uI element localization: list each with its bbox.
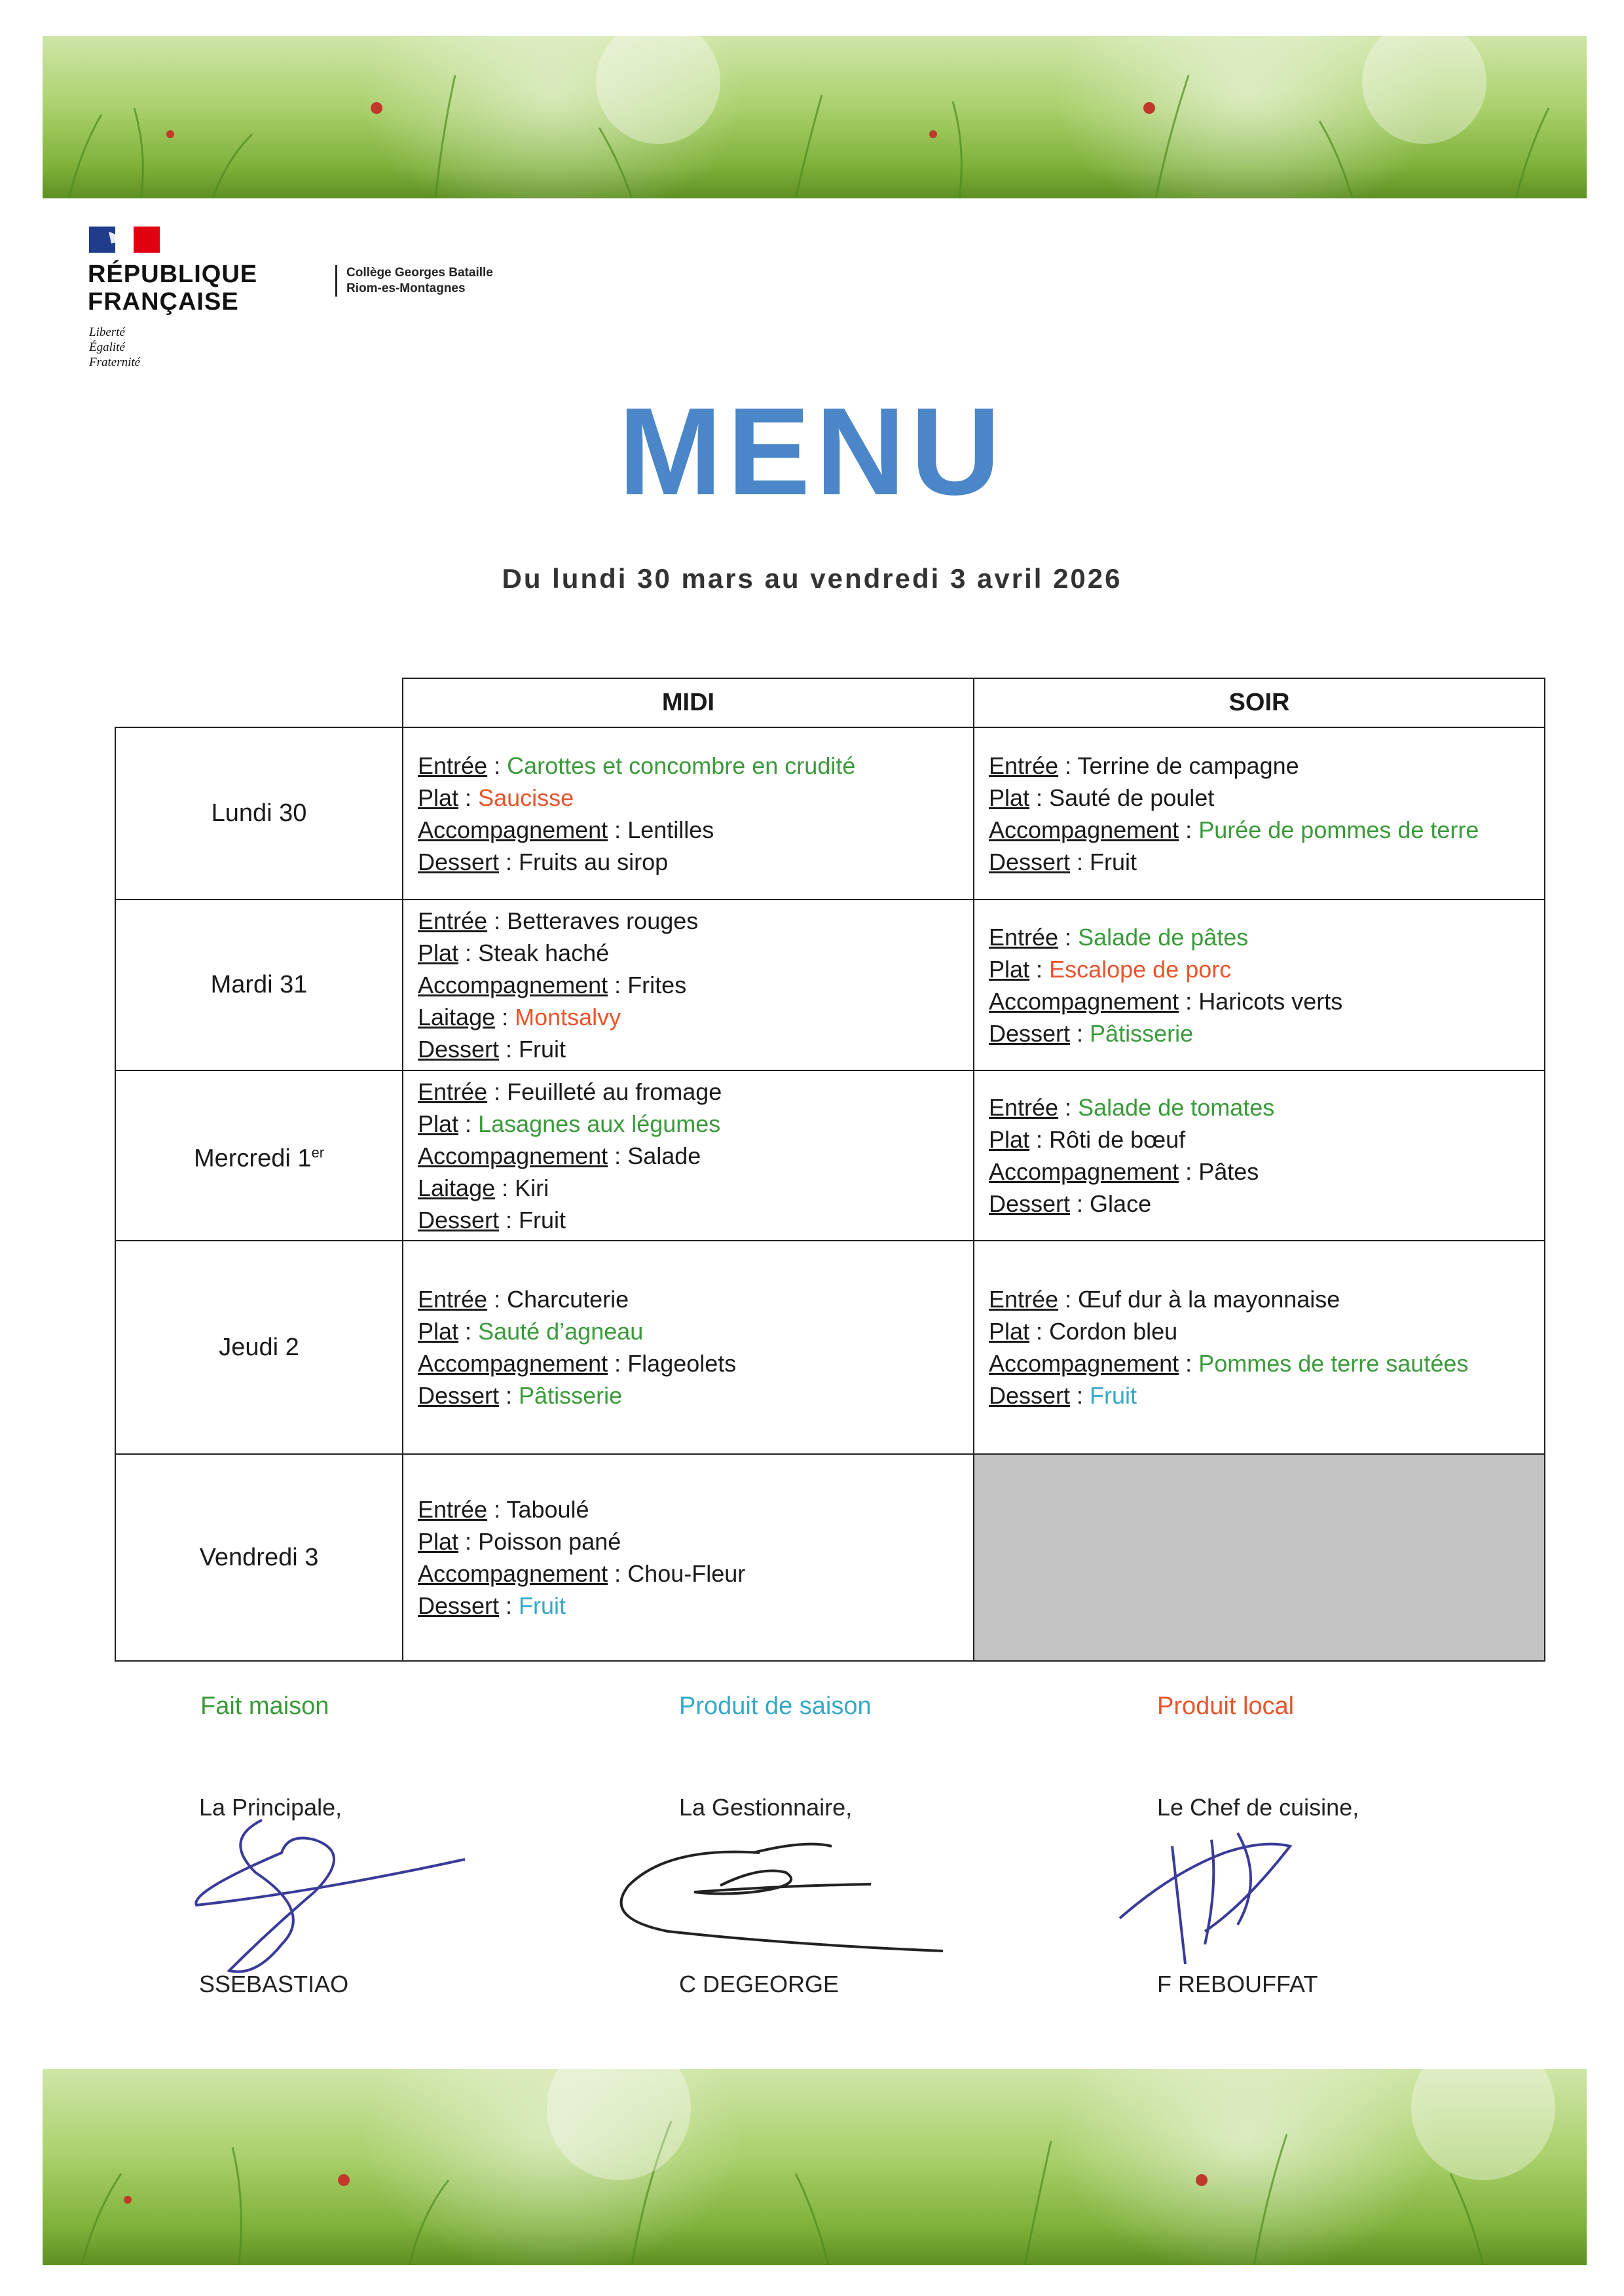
dish: Glace [1090,1190,1152,1217]
midi-cell: Entrée : Feuilleté au fromage Plat : Lasagnes aux légumes Accompagnement : Salade Laitage : Kiri Dessert : Fruit [403,1070,974,1241]
signature-chef [1107,1813,1323,1971]
dish: Charcuterie [507,1286,629,1313]
signature-gestionnaire [589,1833,956,1958]
dish: Fruit [1090,1382,1137,1409]
republique-francaise-title: RÉPUBLIQUE FRANÇAISE [88,261,258,316]
dish: Haricots verts [1198,987,1343,1015]
republic-motto: Liberté Égalité Fraternité [89,325,141,369]
dish: Steak haché [478,939,610,966]
table-row [115,1454,1545,1661]
table-row [115,900,1545,1070]
dish: Pâtisserie [519,1382,623,1409]
day-label: Mardi 31 [115,900,403,1070]
dish: Lentilles [627,816,714,843]
dish: Rôti de bœuf [1049,1126,1186,1153]
midi-cell: Entrée : Charcuterie Plat : Sauté d’agneau Accompagnement : Flageolets Dessert : Pâtisserie [403,1241,974,1454]
dish: Fruit [519,1206,566,1233]
signatory-name-principale: SSEBASTIAO [199,1971,349,1997]
date-range: Du lundi 30 mars au vendredi 3 avril 2026 [502,563,1122,594]
signatory-name-chef: F REBOUFFAT [1157,1971,1318,1997]
header-blank-cell [115,678,403,727]
dish: Sauté d’agneau [478,1318,644,1345]
dish: Fruit [1090,848,1137,875]
dish: Pommes de terre sautées [1198,1350,1469,1377]
dish: Salade de tomates [1078,1094,1275,1121]
marianne-flag-logo [89,227,160,253]
dish: Salade de pâtes [1078,923,1249,951]
soir-cell: Entrée : Salade de tomates Plat : Rôti de bœuf Accompagnement : Pâtes Dessert : Glace [974,1070,1545,1241]
signatory-role-chef: Le Chef de cuisine, [1157,1794,1359,1821]
dish: Lasagnes aux légumes [478,1110,721,1137]
signatory-role-principale: La Principale, [199,1794,342,1821]
column-header-midi: MIDI [403,678,974,727]
legend-fait-maison: Fait maison [200,1692,329,1720]
dish: Carottes et concombre en crudité [507,752,856,779]
table-row [115,1070,1545,1241]
dish: Betteraves rouges [507,907,699,934]
midi-cell: Entrée : Taboulé Plat : Poisson pané Accompagnement : Chou-Fleur Dessert : Fruit [403,1454,974,1661]
midi-cell: Entrée : Betteraves rouges Plat : Steak haché Accompagnement : Frites Laitage : Montsalvy Dessert : Fruit [403,900,974,1070]
dish: Taboulé [506,1496,589,1523]
table-row [115,727,1545,900]
table-row [115,1241,1545,1454]
dish: Feuilleté au fromage [507,1078,722,1105]
legend-produit-local: Produit local [1157,1692,1295,1720]
dish: Sauté de poulet [1049,784,1215,811]
dish: Salade [627,1142,701,1169]
soir-cell: Entrée : Œuf dur à la mayonnaise Plat : Cordon bleu Accompagnement : Pommes de terre sautées Dessert : Fruit [974,1241,1545,1454]
dish: Kiri [515,1174,549,1201]
soir-cell: Entrée : Terrine de campagne Plat : Sauté de poulet Accompagnement : Purée de pommes de terre Dessert : Fruit [974,727,1545,900]
top-banner-image [43,36,1587,198]
dish: Purée de pommes de terre [1198,816,1479,843]
dish: Pâtes [1198,1158,1259,1185]
day-label: Lundi 30 [115,727,403,900]
dish: Poisson pané [478,1528,621,1555]
dish: Œuf dur à la mayonnaise [1078,1286,1340,1313]
column-header-soir: SOIR [974,678,1545,727]
dish: Terrine de campagne [1077,752,1299,779]
dish: Cordon bleu [1049,1318,1178,1345]
dish: Fruit [519,1592,566,1619]
college-name: Collège Georges Bataille Riom-es-Montagnes [335,265,493,297]
menu-table [115,678,1545,1662]
dish: Pâtisserie [1090,1019,1194,1047]
menu-header-row [115,678,1545,727]
dish: Flageolets [627,1350,737,1377]
dish: Fruit [519,1036,566,1063]
midi-cell: Entrée : Carottes et concombre en crudité Plat : Saucisse Accompagnement : Lentilles Dessert : Fruits au sirop [403,727,974,900]
day-label: Jeudi 2 [115,1241,403,1454]
page-title: MENU [618,382,1006,521]
bottom-banner-image [43,2069,1587,2265]
day-label: Vendredi 3 [115,1454,403,1661]
signatory-name-gestionnaire: C DEGEORGE [679,1971,840,1997]
day-label: Mercredi 1er [115,1070,403,1241]
signatory-role-gestionnaire: La Gestionnaire, [679,1794,853,1821]
soir-cell: Entrée : Salade de pâtes Plat : Escalope de porc Accompagnement : Haricots verts Dessert : Pâtisserie [974,900,1545,1070]
dish: Montsalvy [515,1004,621,1030]
legend-produit-saison: Produit de saison [679,1692,872,1720]
dish: Saucisse [478,784,574,811]
dish: Chou-Fleur [627,1560,746,1587]
dish: Fruits au sirop [519,848,669,875]
dish: Frites [627,972,687,998]
soir-cell-empty [974,1454,1545,1661]
dish: Escalope de porc [1049,955,1232,983]
signature-principale [183,1813,478,1984]
